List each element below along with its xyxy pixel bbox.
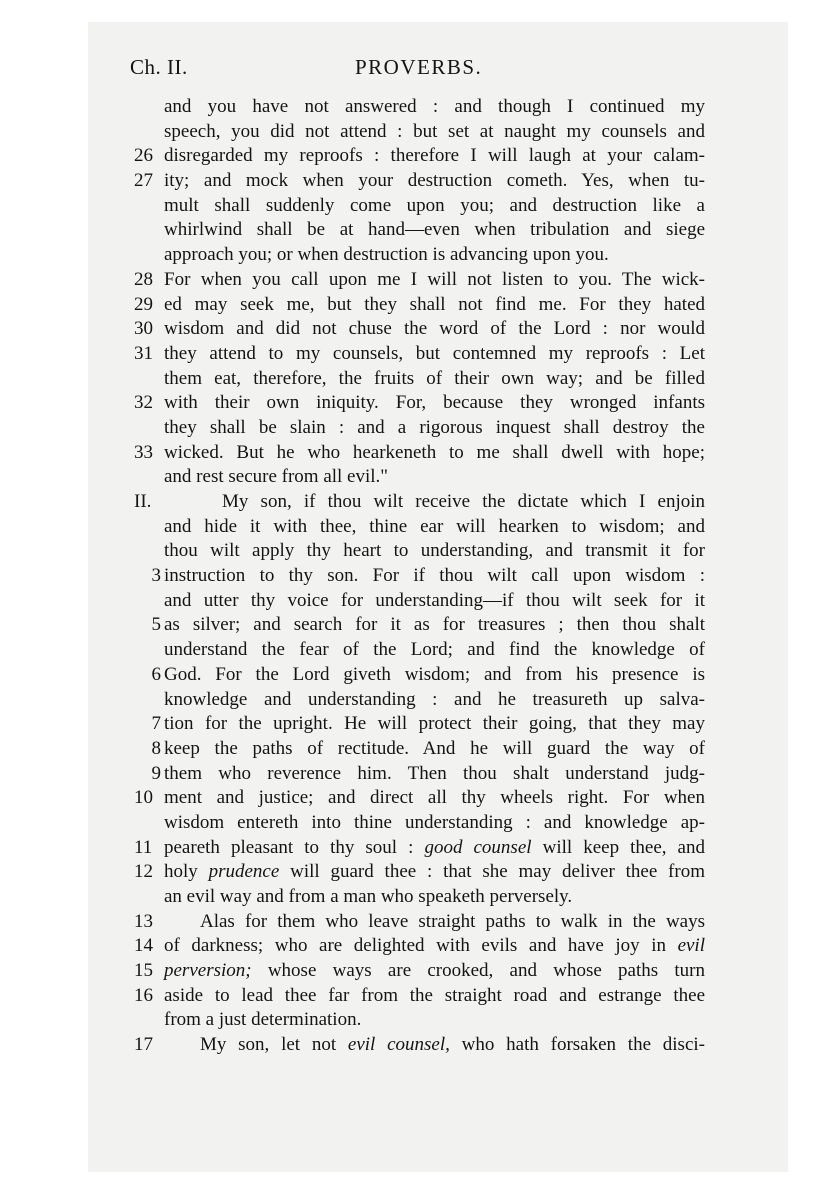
text-line [0, 737, 840, 762]
line-text: ed may seek me, but they shall not find me. For they hated [164, 293, 705, 315]
text-line [0, 95, 840, 120]
line-text: For when you call upon me I will not listen to you. The wick- [164, 268, 705, 290]
line-text: keep the paths of rectitude. And he will guard the way of [164, 737, 705, 759]
line-text [164, 860, 705, 885]
line-text: wicked. But he who hearkeneth to me shall dwell with hope; [164, 441, 705, 463]
line-text: Alas for them who leave straight paths to walk in the ways [200, 910, 705, 932]
verse-text-block [0, 95, 840, 1058]
line-text-pre: peareth pleasant to thy soul : [164, 836, 425, 858]
text-line [0, 416, 840, 441]
text-line [0, 688, 840, 713]
line-text: as silver; and search for it as for treasures ; then thou shalt [164, 614, 705, 636]
verse-number: 16 [134, 984, 153, 1006]
text-line [0, 712, 840, 737]
line-text: aside to lead thee far from the straight road and estrange thee [164, 984, 705, 1006]
verse-number: 9 [151, 762, 161, 784]
text-line [0, 959, 840, 984]
text-line [0, 786, 840, 811]
verse-number: 12 [134, 861, 153, 883]
line-text: and hide it with thee, thine ear will hearken to wisdom; and [164, 515, 705, 537]
text-line [0, 367, 840, 392]
line-text: approach you; or when destruction is advancing upon you. [164, 244, 609, 266]
line-text: from a just determination. [164, 1009, 362, 1031]
italic-phrase: evil counsel, [347, 1034, 450, 1056]
verse-number: 29 [134, 293, 153, 315]
verse-number: 3 [151, 565, 161, 587]
verse-number: 11 [134, 836, 153, 858]
chapter-heading: Ch. II. [130, 55, 188, 79]
line-text: and utter thy voice for understanding—if thou wilt seek for it [164, 589, 705, 611]
text-line [0, 169, 840, 194]
text-line [0, 194, 840, 219]
verse-number: 30 [134, 318, 153, 340]
line-text: knowledge and understanding : and he treasureth up salva- [164, 688, 705, 710]
verse-number: 13 [134, 910, 153, 932]
line-text: My son, if thou wilt receive the dictate which I enjoin [222, 491, 705, 512]
line-text: understand the fear of the Lord; and find the knowledge of [164, 639, 705, 661]
text-line [0, 663, 840, 688]
line-text-pre: My son, let not [200, 1034, 348, 1056]
line-text [164, 934, 705, 959]
verse-number: 6 [151, 663, 161, 685]
verse-number: 26 [134, 145, 153, 167]
text-line [0, 1008, 840, 1033]
text-line [0, 243, 840, 268]
text-line [0, 120, 840, 145]
verse-number: 8 [151, 737, 161, 759]
italic-phrase: perversion; [164, 960, 252, 982]
text-line [0, 910, 840, 935]
text-line [0, 268, 840, 293]
line-text: ment and justice; and direct all thy wheels right. For when [164, 787, 705, 809]
line-text: instruction to thy son. For if thou wilt call upon wisdom : [164, 565, 705, 587]
text-line [0, 638, 840, 663]
text-line [0, 811, 840, 836]
verse-number: 33 [134, 441, 153, 463]
line-text: wisdom and did not chuse the word of the Lord : nor would [164, 318, 705, 340]
text-line [0, 342, 840, 367]
verse-number: 7 [151, 713, 161, 735]
text-line [0, 441, 840, 466]
text-line [0, 836, 840, 861]
line-text: with their own iniquity. For, because they wronged infants [164, 392, 705, 414]
line-text: an evil way and from a man who speaketh perversely. [164, 886, 573, 907]
text-line [0, 515, 840, 540]
line-text: wisdom entereth into thine understanding : and knowledge ap- [164, 811, 705, 833]
text-line [0, 762, 840, 787]
line-text [164, 959, 705, 984]
text-line [0, 564, 840, 589]
italic-phrase: prudence [208, 861, 280, 883]
line-text-pre: of darkness; who are delighted with evils and have joy in [164, 935, 678, 957]
line-text: speech, you did not attend : but set at naught my counsels and [164, 120, 705, 142]
line-text: whirlwind shall be at hand—even when tribulation and siege [164, 219, 705, 241]
line-text-pre: holy [164, 861, 209, 883]
italic-phrase: good counsel [424, 836, 532, 858]
line-text-post: who hath forsaken the disci- [449, 1034, 705, 1056]
text-line [0, 218, 840, 243]
italic-phrase: evil [677, 935, 705, 957]
text-line [0, 490, 840, 515]
line-text: and rest secure from all evil." [164, 466, 389, 488]
verse-number: 27 [134, 170, 153, 192]
line-text: they shall be slain : and a rigorous inquest shall destroy the [164, 416, 705, 438]
text-line [0, 144, 840, 169]
line-text: tion for the upright. He will protect their going, that they may [164, 713, 705, 735]
running-title: PROVERBS. [355, 55, 483, 79]
verse-number: 17 [134, 1034, 153, 1056]
line-text: disregarded my reproofs : therefore I will laugh at your calam- [164, 145, 705, 167]
verse-number: 32 [134, 392, 153, 414]
text-line [0, 293, 840, 318]
text-line [0, 613, 840, 638]
text-line [0, 885, 840, 910]
line-text: ity; and mock when your destruction cometh. Yes, when tu- [164, 170, 705, 192]
text-line [0, 589, 840, 614]
line-text [164, 1033, 705, 1058]
section-number: II. [134, 491, 152, 512]
line-text [164, 836, 705, 861]
line-text: them who reverence him. Then thou shalt understand judg- [164, 762, 705, 784]
verse-number: 28 [134, 268, 153, 290]
text-line [0, 391, 840, 416]
verse-number: 15 [134, 960, 153, 982]
line-text-post: whose ways are crooked, and whose paths turn [251, 960, 705, 982]
line-text-post: will guard thee : that she may deliver thee from [279, 861, 705, 883]
line-text: they attend to my counsels, but contemned my reproofs : Let [164, 342, 705, 364]
line-text: and you have not answered : and though I continued my [164, 96, 705, 117]
text-line [0, 1033, 840, 1058]
line-text: mult shall suddenly come upon you; and destruction like a [164, 194, 705, 216]
line-text-post: will keep thee, and [531, 836, 705, 858]
verse-number: 31 [134, 342, 153, 364]
line-text: them eat, therefore, the fruits of their own way; and be filled [164, 367, 705, 389]
text-line [0, 934, 840, 959]
text-line [0, 465, 840, 490]
text-line [0, 317, 840, 342]
line-text: God. For the Lord giveth wisdom; and from his presence is [164, 663, 705, 685]
text-line [0, 984, 840, 1009]
text-line [0, 539, 840, 564]
line-text: thou wilt apply thy heart to understanding, and transmit it for [164, 540, 705, 562]
verse-number: 10 [134, 787, 153, 809]
verse-number: 5 [151, 614, 161, 636]
verse-number: 14 [134, 935, 153, 957]
text-line [0, 860, 840, 885]
